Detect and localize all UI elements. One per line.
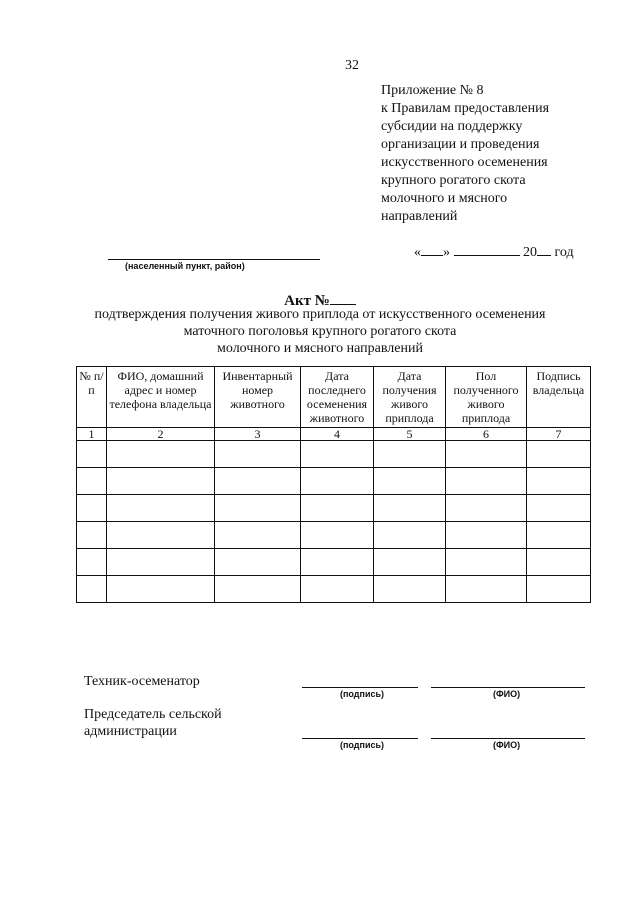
table-cell[interactable] [374,495,446,522]
year-prefix: 20 [523,245,537,260]
table-row [77,576,591,603]
technician-name-line[interactable] [431,687,585,688]
table-cell[interactable] [107,495,215,522]
table-cell[interactable] [374,441,446,468]
table-cell[interactable] [301,549,374,576]
act-title-text: Акт № [284,293,330,309]
column-number: 5 [374,428,446,441]
technician-label: Техник-осеменатор [84,674,200,689]
column-number: 3 [215,428,301,441]
appendix-line: искусственного осеменения [381,155,548,170]
table-cell[interactable] [301,495,374,522]
appendix-line: крупного рогатого скота [381,173,526,188]
table-cell[interactable] [446,522,527,549]
column-header: Инвентарный номер животного [215,367,301,428]
year-suffix: год [554,245,574,260]
chairman-label [84,706,222,740]
column-header: Дата последнего осеменения животного [301,367,374,428]
table-cell[interactable] [77,522,107,549]
column-number-row [77,428,591,441]
technician-signature-line[interactable] [302,687,418,688]
table-cell[interactable] [527,549,591,576]
chairman-label-line: администрации [84,724,177,739]
column-number: 1 [77,428,107,441]
page-number: 32 [345,58,359,73]
table-cell[interactable] [301,576,374,603]
table-row [77,468,591,495]
table-cell[interactable] [527,522,591,549]
chairman-label-line: Председатель сельской [84,707,222,722]
appendix-line: организации и проведения [381,137,540,152]
table-cell[interactable] [215,522,301,549]
act-subtitle-line: молочного и мясного направлений [217,341,423,356]
date-close-quote: » [443,245,450,260]
column-number: 2 [107,428,215,441]
table-cell[interactable] [527,441,591,468]
column-header: Дата получения живого приплода [374,367,446,428]
year-blank [537,243,551,256]
column-header: Подпись владельца [527,367,591,428]
act-subtitle-line: маточного поголовья крупного рогатого скота [183,324,457,339]
table-cell[interactable] [215,441,301,468]
table-cell[interactable] [527,468,591,495]
location-caption: (населенный пункт, район) [125,261,245,271]
table-cell[interactable] [107,468,215,495]
location-line [108,259,320,260]
appendix-line: к Правилам предоставления [381,101,550,116]
table-cell[interactable] [446,468,527,495]
table-cell[interactable] [77,576,107,603]
table-cell[interactable] [107,576,215,603]
table-cell[interactable] [77,495,107,522]
column-number: 7 [527,428,591,441]
table-cell[interactable] [374,549,446,576]
chairman-name-caption: (ФИО) [493,740,521,750]
chairman-name-line[interactable] [431,738,585,739]
chairman-signature-caption: (подпись) [340,740,385,750]
table-cell[interactable] [374,468,446,495]
table-cell[interactable] [215,468,301,495]
table-row [77,549,591,576]
table-cell[interactable] [107,522,215,549]
table-cell[interactable] [446,549,527,576]
day-blank [421,243,443,256]
month-blank [454,243,520,256]
column-header: № п/п [77,367,107,428]
table-cell[interactable] [374,576,446,603]
act-subtitle-line: подтверждения получения живого приплода от искусственного осеменения [94,307,546,322]
table-cell[interactable] [301,522,374,549]
date-line [414,243,574,261]
table-row [77,441,591,468]
date-open-quote: « [414,245,421,260]
appendix-header [381,82,621,226]
table-cell[interactable] [527,495,591,522]
act-number-blank [330,292,356,305]
table-cell[interactable] [301,468,374,495]
column-header: Пол полученного живого приплода [446,367,527,428]
column-number: 6 [446,428,527,441]
table-cell[interactable] [446,576,527,603]
technician-signature-caption: (подпись) [340,689,385,699]
table-cell[interactable] [215,549,301,576]
table-cell[interactable] [77,441,107,468]
appendix-line: Приложение № 8 [381,83,484,98]
act-subtitle [0,306,640,357]
chairman-signature-line[interactable] [302,738,418,739]
table-cell[interactable] [446,495,527,522]
act-table [76,366,591,603]
appendix-line: молочного и мясного [381,191,508,206]
appendix-line: направлений [381,209,458,224]
table-cell[interactable] [107,441,215,468]
table-row [77,495,591,522]
table-row [77,522,591,549]
table-cell[interactable] [301,441,374,468]
table-cell[interactable] [215,495,301,522]
table-cell[interactable] [374,522,446,549]
table-cell[interactable] [77,549,107,576]
technician-name-caption: (ФИО) [493,689,521,699]
table-header-row [77,367,591,428]
table-cell[interactable] [215,576,301,603]
column-number: 4 [301,428,374,441]
appendix-line: субсидии на поддержку [381,119,523,134]
column-header: ФИО, домашний адрес и номер телефона владельца [107,367,215,428]
table-cell[interactable] [527,576,591,603]
table-cell[interactable] [77,468,107,495]
table-cell[interactable] [107,549,215,576]
table-cell[interactable] [446,441,527,468]
